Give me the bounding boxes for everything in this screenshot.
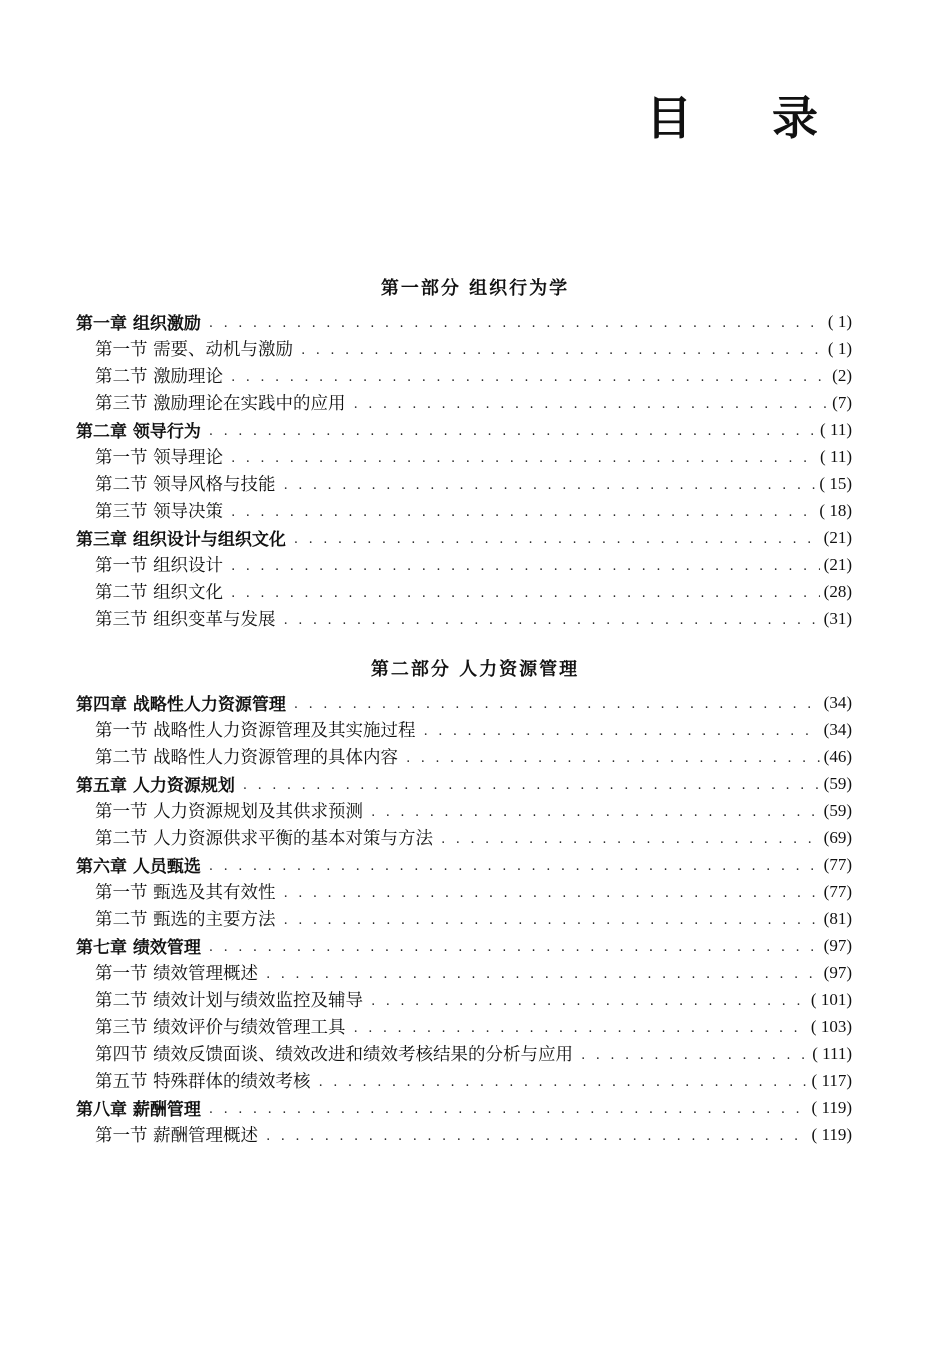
toc-part-1 [76,308,852,632]
toc-section-entry[interactable] [76,497,852,524]
page-number: ( 117) [811,1070,852,1090]
toc-section-entry[interactable] [76,551,852,578]
entry-title: 第一节 领导理论 [95,448,224,468]
entry-title: 第五节 特殊群体的绩效考核 [95,1072,311,1092]
entry-title: 第一节 甄选及其有效性 [95,883,276,903]
toc-section-entry[interactable] [76,1040,852,1067]
page-number: ( 1) [827,338,852,358]
toc-chapter-entry[interactable] [76,416,852,443]
dot-leader [441,832,820,847]
entry-title: 第二节 甄选的主要方法 [95,910,276,930]
page-number: (69) [823,827,852,847]
dot-leader [371,994,807,1009]
dot-leader [231,505,815,520]
toc-section-entry[interactable] [76,824,852,851]
page-number: (97) [823,935,852,955]
dot-leader [209,1102,808,1117]
entry-title: 第二节 领导风格与技能 [95,475,276,495]
toc-section-entry[interactable] [76,1067,852,1094]
page-number: (34) [823,692,852,712]
page-number: (7) [832,392,852,412]
dot-leader [406,751,820,766]
page-number: ( 111) [812,1043,852,1063]
entry-title: 第二节 激励理论 [95,367,224,387]
toc-part-2 [76,689,852,1148]
page-number: ( 101) [810,989,852,1009]
dot-leader [354,1021,807,1036]
part-heading: 第一部分 组织行为学 [380,278,570,299]
part-heading: 第二部分 人力资源管理 [370,659,580,680]
page-number: ( 103) [810,1016,852,1036]
toc-chapter-entry[interactable] [76,851,852,878]
entry-title: 第七章 绩效管理 [76,938,201,958]
dot-leader [209,316,824,331]
page-number: (28) [823,581,852,601]
entry-title: 第一节 人力资源规划及其供求预测 [95,802,364,822]
page-number: (31) [823,608,852,628]
dot-leader [231,370,828,385]
page-number: (46) [823,746,852,766]
toc-section-entry[interactable] [76,1013,852,1040]
toc-section-entry[interactable] [76,389,852,416]
toc-section-entry[interactable] [76,986,852,1013]
page-number: (97) [823,962,852,982]
dot-leader [294,532,820,547]
page-number: (77) [823,854,852,874]
toc-section-entry[interactable] [76,362,852,389]
page-number: (59) [823,800,852,820]
dot-leader [371,805,820,820]
page-number: ( 119) [811,1097,852,1117]
dot-leader [294,697,820,712]
dot-leader [231,586,820,601]
dot-leader [266,1129,807,1144]
toc-section-entry[interactable] [76,578,852,605]
entry-title: 第四章 战略性人力资源管理 [76,695,286,715]
dot-leader [284,613,820,628]
toc-section-entry[interactable] [76,743,852,770]
toc-chapter-entry[interactable] [76,524,852,551]
entry-title: 第一节 需要、动机与激励 [95,340,294,360]
toc-chapter-entry[interactable] [76,308,852,335]
dot-leader [319,1075,808,1090]
entry-title: 第三节 组织变革与发展 [95,610,276,630]
page-number: (81) [823,908,852,928]
dot-leader [243,778,820,793]
page-number: ( 1) [827,311,852,331]
toc-chapter-entry[interactable] [76,770,852,797]
dot-leader [209,940,820,955]
entry-title: 第一节 薪酬管理概述 [95,1126,259,1146]
entry-title: 第二节 组织文化 [95,583,224,603]
entry-title: 第一章 组织激励 [76,314,201,334]
page-number: (59) [823,773,852,793]
dot-leader [284,886,820,901]
entry-title: 第一节 绩效管理概述 [95,964,259,984]
page-number: (2) [832,365,852,385]
page-number: ( 119) [811,1124,852,1144]
toc-section-entry[interactable] [76,1121,852,1148]
toc-section-entry[interactable] [76,716,852,743]
page-number: ( 15) [819,473,852,493]
dot-leader [424,724,820,739]
page-number: (21) [823,554,852,574]
entry-title: 第一节 组织设计 [95,556,224,576]
dot-leader [231,451,816,466]
dot-leader [284,478,816,493]
toc-section-entry[interactable] [76,878,852,905]
toc-chapter-entry[interactable] [76,689,852,716]
page-number: ( 11) [820,419,852,439]
entry-title: 第二节 绩效计划与绩效监控及辅导 [95,991,364,1011]
page-number: (77) [823,881,852,901]
toc-chapter-entry[interactable] [76,932,852,959]
dot-leader [231,559,820,574]
toc-section-entry[interactable] [76,470,852,497]
page-title: 目 录 [645,91,850,145]
entry-title: 第八章 薪酬管理 [76,1100,201,1120]
entry-title: 第二节 战略性人力资源管理的具体内容 [95,748,399,768]
toc-section-entry[interactable] [76,335,852,362]
entry-title: 第三章 组织设计与组织文化 [76,530,286,550]
entry-title: 第四节 绩效反馈面谈、绩效改进和绩效考核结果的分析与应用 [95,1045,574,1065]
dot-leader [354,397,829,412]
entry-title: 第三节 激励理论在实践中的应用 [95,394,346,414]
entry-title: 第五章 人力资源规划 [76,776,235,796]
entry-title: 第六章 人员甄选 [76,857,201,877]
dot-leader [266,967,820,982]
page-number: ( 18) [819,500,852,520]
entry-title: 第二章 领导行为 [76,422,201,442]
dot-leader [284,913,820,928]
dot-leader [301,343,824,358]
toc-section-entry[interactable] [76,905,852,932]
dot-leader [581,1048,808,1063]
page-number: (34) [823,719,852,739]
dot-leader [209,859,820,874]
toc-section-entry[interactable] [76,605,852,632]
entry-title: 第一节 战略性人力资源管理及其实施过程 [95,721,416,741]
page-number: ( 11) [820,446,852,466]
toc-section-entry[interactable] [76,443,852,470]
dot-leader [209,424,816,439]
toc-section-entry[interactable] [76,959,852,986]
toc-chapter-entry[interactable] [76,1094,852,1121]
page-number: (21) [823,527,852,547]
entry-title: 第三节 领导决策 [95,502,224,522]
toc-section-entry[interactable] [76,797,852,824]
entry-title: 第三节 绩效评价与绩效管理工具 [95,1018,346,1038]
entry-title: 第二节 人力资源供求平衡的基本对策与方法 [95,829,434,849]
